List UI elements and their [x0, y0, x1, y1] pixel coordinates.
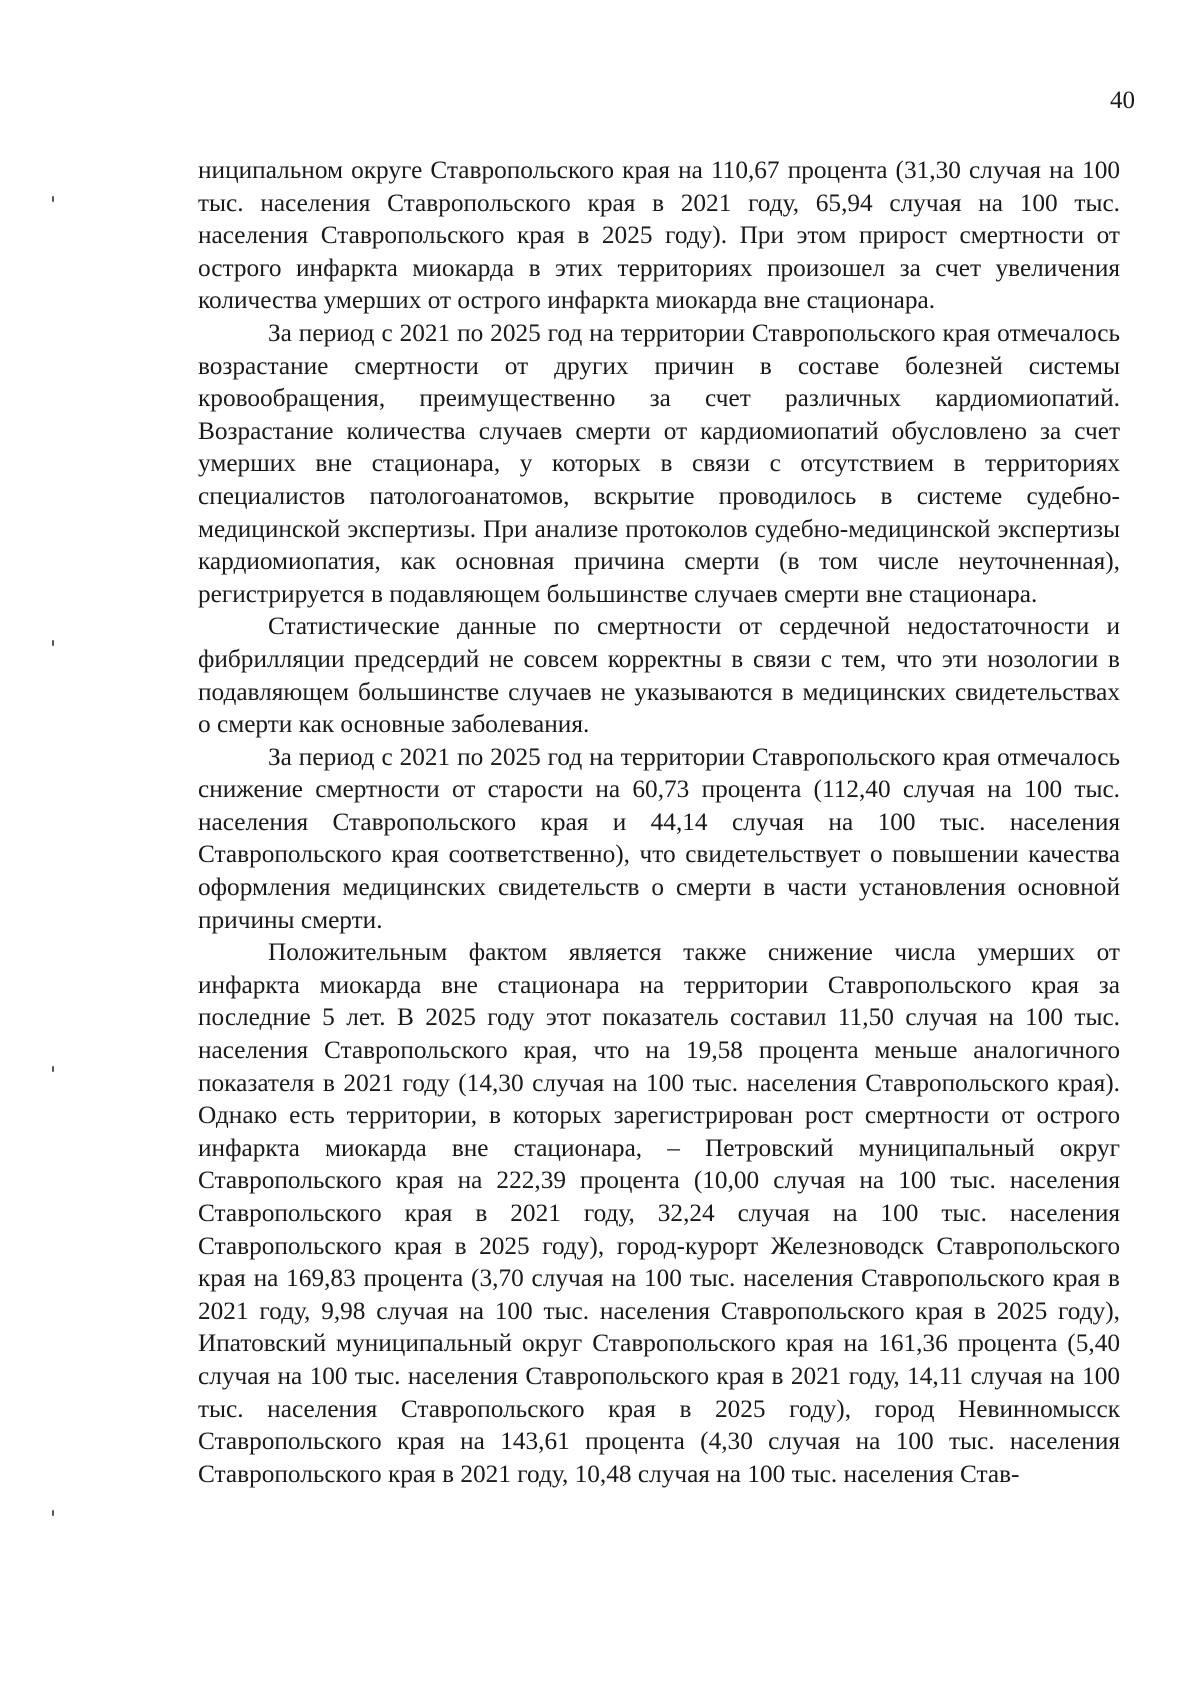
scan-speck	[52, 1066, 54, 1072]
paragraph: ниципальном округе Ставропольского края на 110,67 процента (31,30 случая на 100 тыс. населения Ставропольского края в 2021 году, 65,94 случая на 100 тыс. населения Ставропольского края в 2025 году). При этом прирост смертности от острого инфаркта миокарда в этих территориях произошел за счет увеличения количества умерших от острого инфаркта миокарда вне стационара.	[198, 156, 1120, 315]
paragraph: Статистические данные по смертности от сердечной недостаточности и фибрилляции предсердий не совсем корректны в связи с тем, что эти нозологии в подавляющем большинстве случаев не указываются в медицинских свидетельствах о смерти как основные заболевания.	[198, 612, 1120, 739]
scan-speck	[52, 196, 54, 202]
body-text	[198, 154, 1120, 1490]
paragraph: Положительным фактом является также снижение числа умерших от инфаркта миокарда вне стационара на территории Ставропольского края за последние 5 лет. В 2025 году этот показатель составил 11,50 случая на 100 тыс. населения Ставропольского края, что на 19,58 процента меньше аналогичного показателя в 2021 году (14,30 случая на 100 тыс. населения Ставропольского края). Однако есть территории, в которых зарегистрирован рост смертности от острого инфаркта миокарда вне стационара, – Петровский муниципальный округ Ставропольского края на 222,39 процента (10,00 случая на 100 тыс. населения Ставропольского края в 2021 году, 32,24 случая на 100 тыс. населения Ставропольского края в 2025 году), город-курорт Железноводск Ставропольского края на 169,83 процента (3,70 случая на 100 тыс. населения Ставропольского края в 2021 году, 9,98 случая на 100 тыс. населения Ставропольского края в 2025 году), Ипатовский муниципальный округ Ставропольского края на 161,36 процента (5,40 случая на 100 тыс. населения Ставропольского края в 2021 году, 14,11 случая на 100 тыс. населения Ставропольского края в 2025 году), город Невинномысск Ставропольского края на 143,61 процента (4,30 случая на 100 тыс. населения Ставропольского края в 2021 году, 10,48 случая на 100 тыс. населения Став-	[198, 938, 1120, 1488]
paragraph: За период с 2021 по 2025 год на территории Ставропольского края отмечалось возрастание смертности от других причин в составе болезней системы кровообращения, преимущественно за счет различных кардиомиопатий. Возрастание количества случаев смерти от кардиомиопатий обусловлено за счет умерших вне стационара, у которых в связи с отсутствием в территориях специалистов патологоанатомов, вскрытие проводилось в системе судебно-медицинской экспертизы. При анализе протоколов судебно-медицинской экспертизы кардиомиопатия, как основная причина смерти (в том числе неуточненная), регистрируется в подавляющем большинстве случаев смерти вне стационара.	[198, 318, 1120, 608]
scan-speck	[52, 1510, 54, 1516]
page-number: 40	[1110, 87, 1135, 114]
scan-speck	[52, 640, 54, 646]
paragraph: За период с 2021 по 2025 год на территории Ставропольского края отмечалось снижение смертности от старости на 60,73 процента (112,40 случая на 100 тыс. населения Ставропольского края и 44,14 случая на 100 тыс. населения Ставропольского края соответственно), что свидетельствует о повышении качества оформления медицинских свидетельств о смерти в части установления основной причины смерти.	[198, 742, 1120, 934]
